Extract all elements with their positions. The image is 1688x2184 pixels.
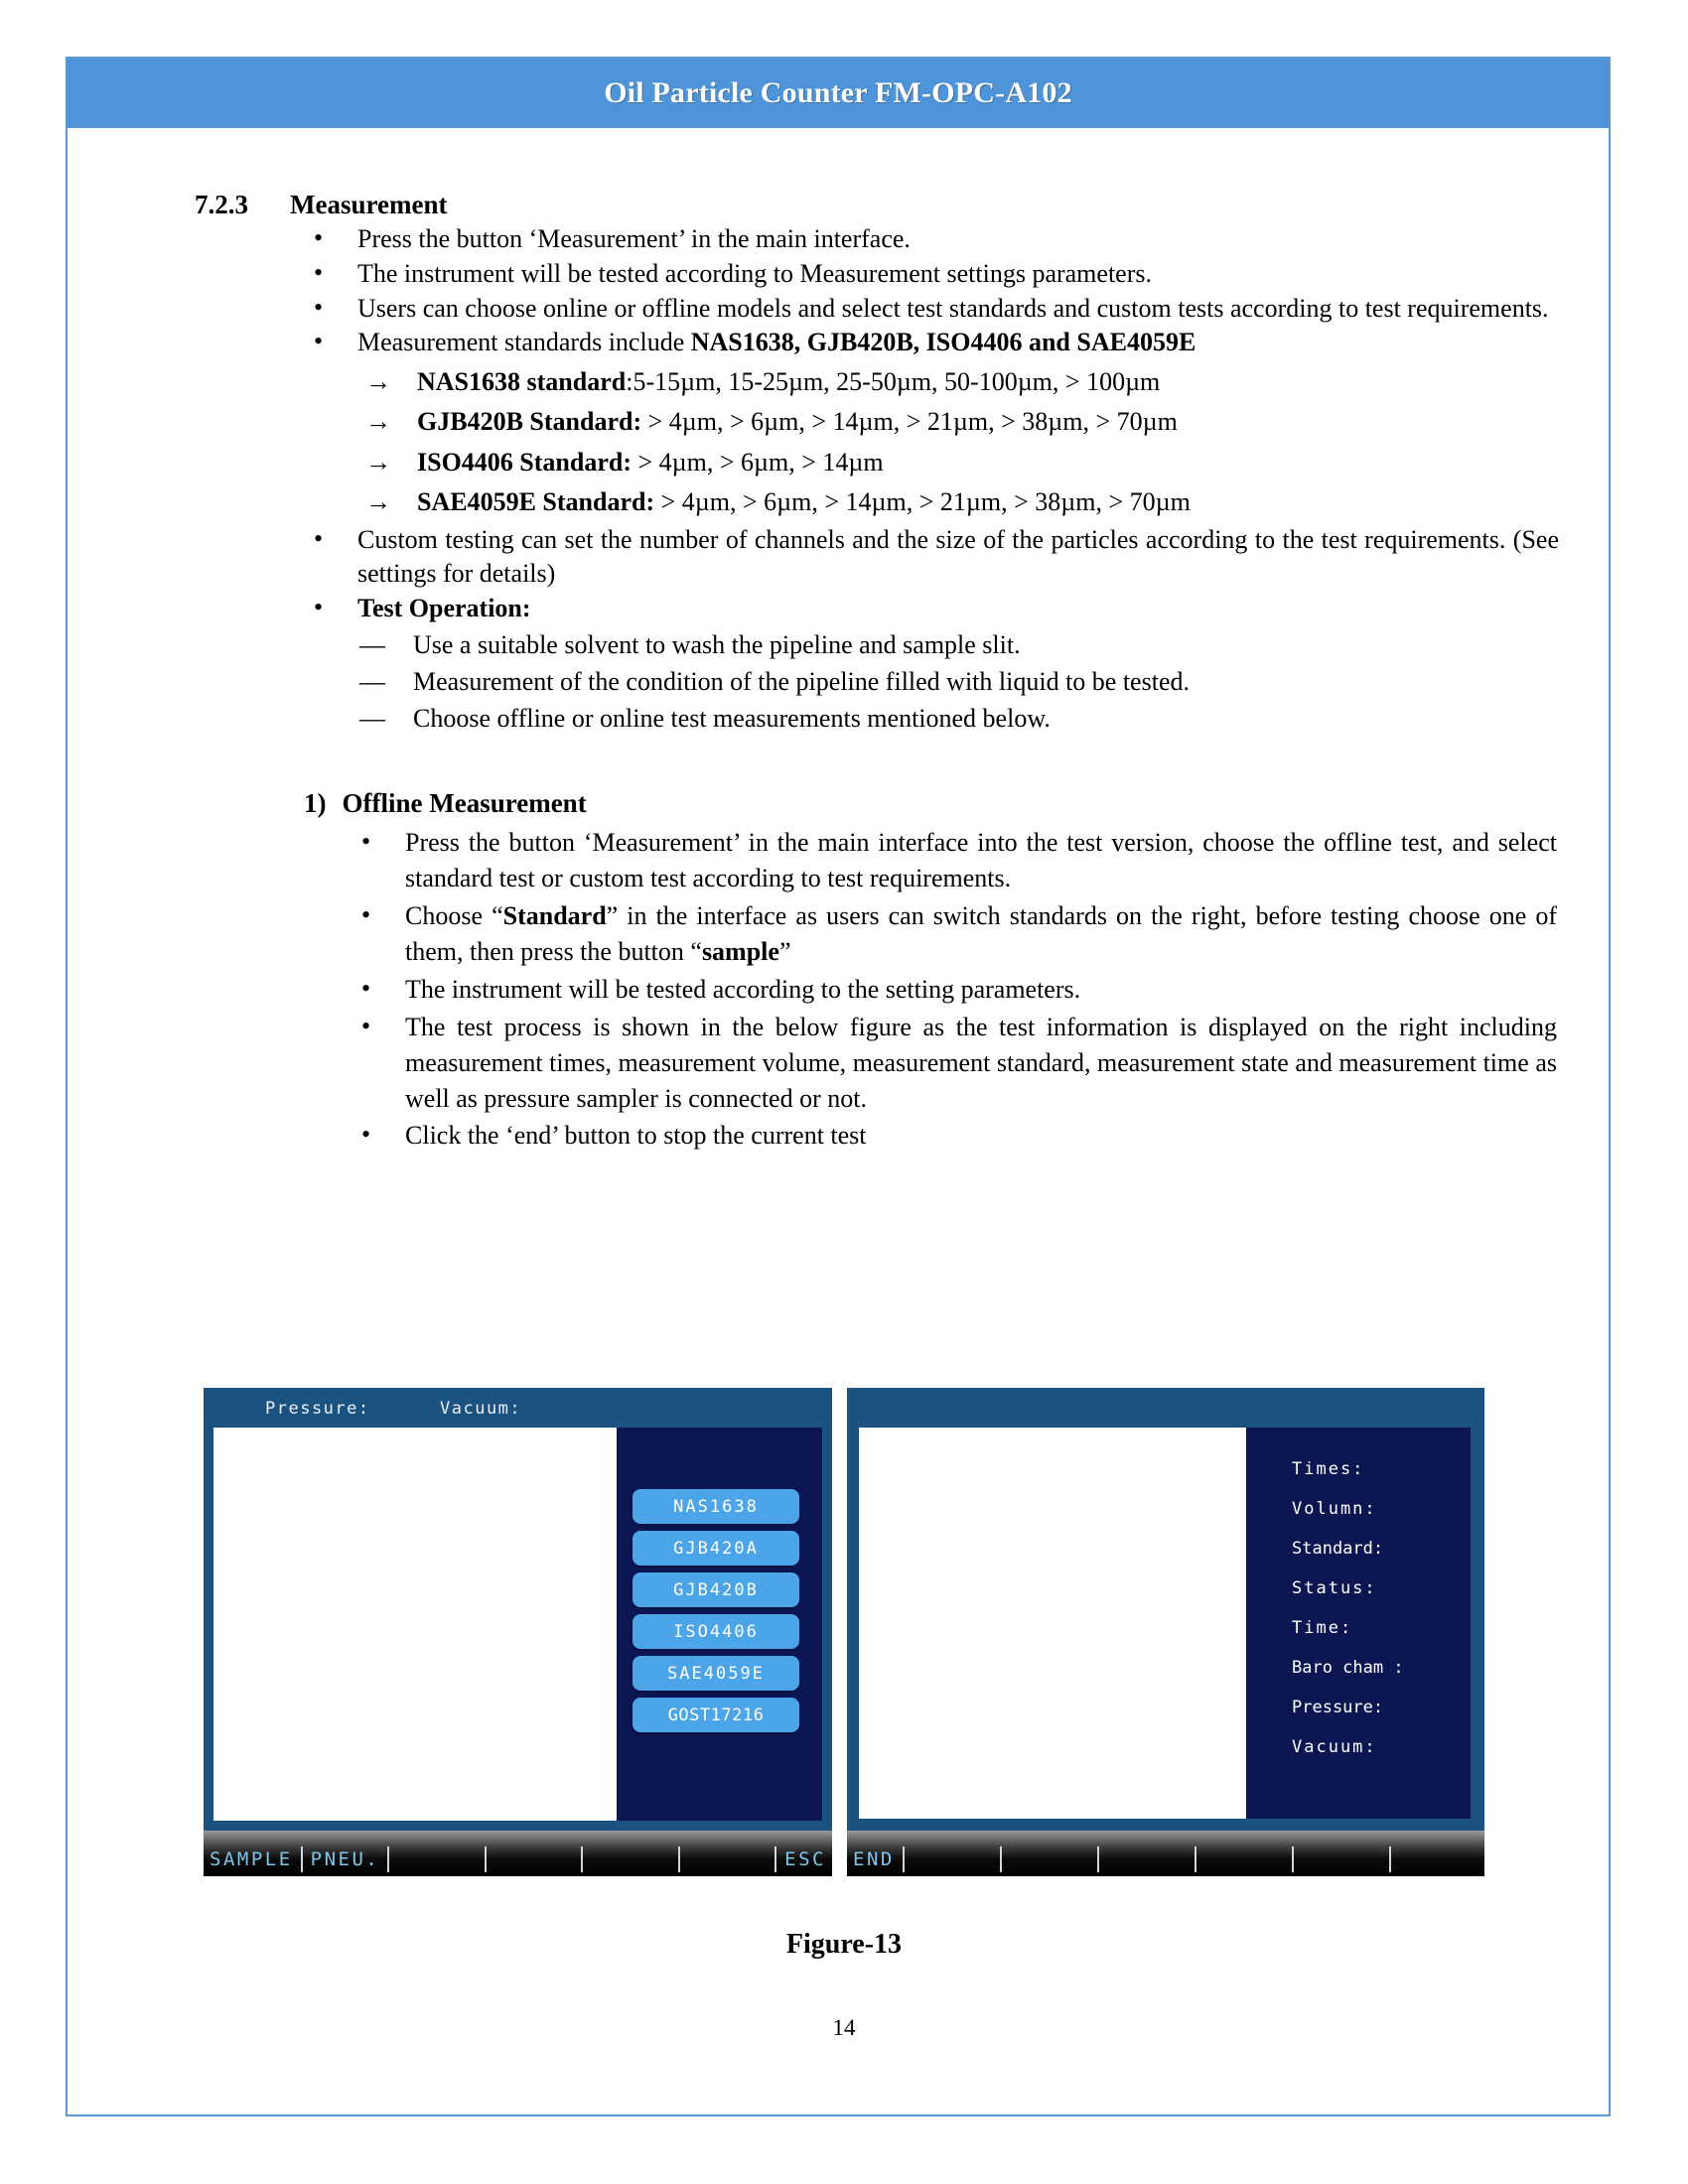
device-left-plot-area [213,1428,617,1821]
info-label-pressure: Pressure: [1292,1698,1384,1717]
list-item: • The instrument will be tested according to Measurement settings parameters. [68,257,1559,291]
standard-button-sae4059e[interactable]: SAE4059E [633,1656,799,1691]
standard-button-nas1638[interactable]: NAS1638 [633,1489,799,1524]
info-label-vacuum: Vacuum: [1292,1737,1377,1757]
list-item-text: Custom testing can set the number of channels and the size of the particles according to the test requirements. (See settings for details) [357,525,1559,589]
info-label-baro-cham: Baro cham : [1292,1658,1404,1678]
section-heading [68,190,1609,220]
standard-values: > 4µm, > 6µm, > 14µm, > 21µm, > 38µm, > 70µm [654,487,1191,517]
standard-name: NAS1638 standard [417,367,627,397]
test-operation-title: Test Operation: [357,593,531,622]
standards-lead-bold: NAS1638, GJB420B, ISO4406 and SAE4059E [690,328,1196,357]
device-left-standards-panel [617,1428,822,1821]
softkey-esc[interactable]: ESC [784,1848,826,1870]
standards-lead-plain: Measurement standards include [357,328,691,357]
standard-name: ISO4406 Standard: [417,447,632,477]
measurement-info-list [1292,1449,1404,1767]
device-right-softkey-bar [847,1831,1484,1876]
list-item: • Click the ‘end’ button to stop the current test [68,1118,1557,1154]
offline-item2-sample: sample [701,937,779,967]
standard-colon: : [626,367,633,397]
info-label-time: Time: [1292,1618,1353,1638]
offline-item2-c: ” in the interface as users can switch standards on the right, before testing choose one of them, then press the button “ [405,901,1557,967]
standard-entry [357,362,1559,402]
info-label-times: Times: [1292,1459,1365,1479]
list-item-standards-lead [68,326,1559,522]
standard-button-gjb420a[interactable]: GJB420A [633,1531,799,1566]
device-right-info-panel [1246,1428,1471,1819]
info-label-volumn: Volumn: [1292,1499,1377,1519]
device-left-softkey-bar [204,1831,832,1876]
device-right-softkeys [847,1843,1484,1876]
device-screen-right [847,1388,1484,1876]
standards-sublist [357,362,1559,522]
offline-title: Offline Measurement [342,788,587,819]
device-right-screen-area [859,1428,1471,1819]
offline-item2-standard: Standard [502,901,607,931]
softkey-pneu[interactable]: PNEU. [310,1848,380,1870]
device-right-topbar [847,1388,1484,1428]
softkey-separator [774,1846,776,1872]
pressure-label: Pressure: [265,1399,370,1419]
test-operation-sublist [357,627,1559,738]
standard-button-gjb420b[interactable]: GJB420B [633,1572,799,1607]
section-title: Measurement [290,190,448,219]
list-item-text: The test process is shown in the below figure as the test information is displayed on the right including measurement times, measurement volume, measurement standard, measurement state and measurement time as well as pressure sampler is connected or not. [405,1012,1557,1113]
standard-button-iso4406[interactable]: ISO4406 [633,1614,799,1649]
list-item [68,292,1559,326]
list-item [68,825,1557,896]
test-operation-item: — Measurement of the condition of the pipeline filled with liquid to be tested. [357,664,1559,701]
device-right-plot-area [859,1428,1246,1819]
figure-caption: Figure-13 [785,1929,903,1960]
standard-button-gost17216[interactable]: GOST17216 [633,1698,799,1732]
list-item: • Press the button ‘Measurement’ in the main interface. [68,222,1559,256]
device-left-topbar [204,1388,832,1428]
softkey-separator [1000,1846,1002,1872]
softkey-separator [387,1846,389,1872]
softkey-separator [903,1846,905,1872]
standard-entry [357,443,1559,482]
vacuum-label: Vacuum: [440,1399,522,1419]
device-screen-left [204,1388,832,1876]
list-item [68,523,1559,591]
offline-item2-e: ” [778,937,791,967]
list-item [68,898,1557,970]
standard-values: > 4µm, > 6µm, > 14µm, > 21µm, > 38µm, > 70µm [641,407,1178,437]
standard-entry [357,482,1559,522]
standard-name: GJB420B Standard: [417,407,642,437]
softkey-separator [678,1846,680,1872]
standard-name: SAE4059E Standard: [417,487,655,517]
softkey-separator [1097,1846,1099,1872]
device-left-screen-area [213,1428,822,1821]
offline-bullet-list [68,825,1609,1154]
softkey-end[interactable]: END [853,1848,895,1870]
standard-values: 5-15µm, 15-25µm, 25-50µm, 50-100µm, > 100µm [633,367,1161,397]
measurement-bullet-list [68,222,1609,737]
softkey-separator [485,1846,487,1872]
list-item: • The instrument will be tested according to the setting parameters. [68,972,1557,1008]
offline-measurement-heading [68,788,1609,819]
offline-item2-a: Choose “ [405,901,503,931]
list-item-test-operation [68,592,1559,738]
standard-values: > 4µm, > 6µm, > 14µm [632,447,884,477]
document-header-banner [68,59,1609,128]
softkey-separator [581,1846,583,1872]
device-left-softkeys [204,1843,832,1876]
figure-13-image [204,1388,1484,1876]
test-operation-item: — Use a suitable solvent to wash the pipeline and sample slit. [357,627,1559,664]
list-item [68,1010,1557,1117]
document-body [68,134,1609,1156]
test-operation-item: — Choose offline or online test measurements mentioned below. [357,701,1559,738]
document-title: Oil Particle Counter FM-OPC-A102 [604,76,1072,109]
list-item-text: Users can choose online or offline models and select test standards and custom tests according to test requirements. [357,293,1549,323]
standard-entry [357,402,1559,442]
page-number: 14 [832,2015,856,2040]
softkey-separator [301,1846,303,1872]
softkey-separator [1389,1846,1391,1872]
list-item-text: Press the button ‘Measurement’ in the main interface into the test version, choose the offline test, and select standard test or custom test according to test requirements. [405,828,1557,893]
softkey-separator [1292,1846,1294,1872]
offline-number: 1) [304,788,327,819]
section-number: 7.2.3 [195,190,248,219]
softkey-separator [1195,1846,1196,1872]
standard-button-list [633,1489,799,1732]
softkey-sample[interactable]: SAMPLE [210,1848,293,1870]
info-label-status: Status: [1292,1578,1377,1598]
info-label-standard: Standard: [1292,1539,1384,1559]
